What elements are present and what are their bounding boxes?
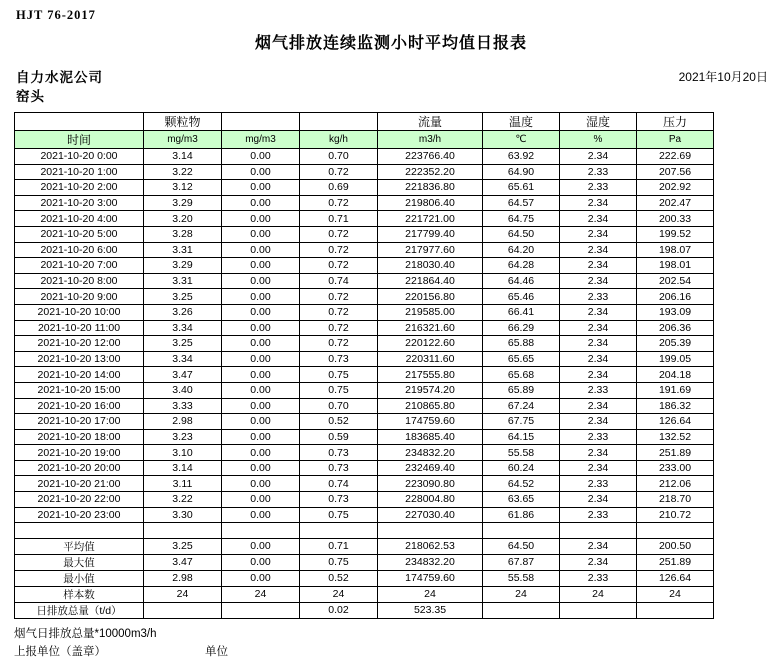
header-col2 — [222, 113, 300, 131]
stat-col3: 24 — [300, 586, 378, 602]
cell-pressure: 210.72 — [637, 507, 714, 523]
table-group-header-row — [15, 113, 714, 131]
cell-col3: 0.72 — [300, 304, 378, 320]
cell-col3: 0.72 — [300, 226, 378, 242]
cell-col2: 0.00 — [222, 351, 300, 367]
cell-flow: 232469.40 — [378, 460, 483, 476]
cell-humidity: 2.34 — [560, 320, 637, 336]
cell-pressure: 198.07 — [637, 242, 714, 258]
cell-humidity: 2.34 — [560, 336, 637, 352]
table-row — [15, 258, 714, 274]
header-particulate: 颗粒物 — [144, 113, 222, 131]
cell-temperature: 61.86 — [483, 507, 560, 523]
cell-temperature: 64.15 — [483, 429, 560, 445]
cell-flow: 174759.60 — [378, 414, 483, 430]
cell-col3: 0.72 — [300, 195, 378, 211]
report-date: 2021年10月20日 — [678, 70, 768, 84]
stat-col3: 0.75 — [300, 554, 378, 570]
cell-col3: 0.74 — [300, 273, 378, 289]
cell-flow: 222352.20 — [378, 164, 483, 180]
cell-time: 2021-10-20 18:00 — [15, 429, 144, 445]
units-col2: mg/m3 — [222, 131, 300, 149]
cell-particulate: 3.29 — [144, 195, 222, 211]
stat-particulate: 3.25 — [144, 538, 222, 554]
cell-humidity: 2.34 — [560, 304, 637, 320]
stat-temperature: 24 — [483, 586, 560, 602]
cell-flow: 221836.80 — [378, 180, 483, 196]
cell-humidity: 2.34 — [560, 445, 637, 461]
cell-particulate: 3.34 — [144, 320, 222, 336]
cell-time: 2021-10-20 13:00 — [15, 351, 144, 367]
cell-col3: 0.72 — [300, 164, 378, 180]
cell-particulate: 3.29 — [144, 258, 222, 274]
cell-particulate: 2.98 — [144, 414, 222, 430]
table-row — [15, 273, 714, 289]
cell-particulate: 3.30 — [144, 507, 222, 523]
cell-temperature: 65.46 — [483, 289, 560, 305]
stat-flow: 234832.20 — [378, 554, 483, 570]
cell-time: 2021-10-20 2:00 — [15, 180, 144, 196]
table-row — [15, 507, 714, 523]
table-row — [15, 320, 714, 336]
cell-particulate: 3.10 — [144, 445, 222, 461]
cell-pressure: 199.05 — [637, 351, 714, 367]
cell-pressure: 200.33 — [637, 211, 714, 227]
stat-row-maximum — [15, 554, 714, 570]
cell-particulate: 3.31 — [144, 242, 222, 258]
table-row — [15, 195, 714, 211]
table-row — [15, 226, 714, 242]
cell-flow: 217977.60 — [378, 242, 483, 258]
spacer-cell — [300, 523, 378, 539]
cell-temperature: 60.24 — [483, 460, 560, 476]
cell-humidity: 2.34 — [560, 398, 637, 414]
units-time: 时间 — [15, 131, 144, 149]
cell-humidity: 2.34 — [560, 242, 637, 258]
cell-flow: 221864.40 — [378, 273, 483, 289]
cell-col2: 0.00 — [222, 445, 300, 461]
units-pressure: Pa — [637, 131, 714, 149]
stat-flow: 218062.53 — [378, 538, 483, 554]
cell-temperature: 66.29 — [483, 320, 560, 336]
cell-humidity: 2.34 — [560, 460, 637, 476]
cell-col2: 0.00 — [222, 429, 300, 445]
cell-particulate: 3.33 — [144, 398, 222, 414]
stat-pressure: 126.64 — [637, 570, 714, 586]
cell-col2: 0.00 — [222, 320, 300, 336]
footnote-reporter: 上报单位（盖章） — [14, 646, 106, 658]
stat-col3: 0.02 — [300, 602, 378, 618]
cell-time: 2021-10-20 17:00 — [15, 414, 144, 430]
table-row — [15, 367, 714, 383]
cell-col2: 0.00 — [222, 507, 300, 523]
header-col3 — [300, 113, 378, 131]
stat-label: 样本数 — [15, 586, 144, 602]
stat-humidity: 2.34 — [560, 554, 637, 570]
cell-pressure: 202.92 — [637, 180, 714, 196]
cell-particulate: 3.14 — [144, 460, 222, 476]
cell-flow: 217555.80 — [378, 367, 483, 383]
cell-time: 2021-10-20 0:00 — [15, 149, 144, 165]
stat-label: 平均值 — [15, 538, 144, 554]
cell-time: 2021-10-20 6:00 — [15, 242, 144, 258]
cell-particulate: 3.25 — [144, 289, 222, 305]
stat-temperature: 67.87 — [483, 554, 560, 570]
spacer-cell — [144, 523, 222, 539]
cell-pressure: 206.36 — [637, 320, 714, 336]
table-units-header-row — [15, 131, 714, 149]
cell-temperature: 64.52 — [483, 476, 560, 492]
cell-col3: 0.72 — [300, 320, 378, 336]
cell-flow: 223090.80 — [378, 476, 483, 492]
cell-humidity: 2.34 — [560, 211, 637, 227]
stat-pressure: 251.89 — [637, 554, 714, 570]
cell-time: 2021-10-20 10:00 — [15, 304, 144, 320]
cell-flow: 183685.40 — [378, 429, 483, 445]
cell-col3: 0.52 — [300, 414, 378, 430]
cell-pressure: 126.64 — [637, 414, 714, 430]
table-row — [15, 414, 714, 430]
stat-particulate: 3.47 — [144, 554, 222, 570]
cell-particulate: 3.22 — [144, 164, 222, 180]
stat-humidity: 24 — [560, 586, 637, 602]
units-flow: m3/h — [378, 131, 483, 149]
cell-col3: 0.73 — [300, 492, 378, 508]
cell-particulate: 3.34 — [144, 351, 222, 367]
stat-col2: 0.00 — [222, 538, 300, 554]
cell-humidity: 2.34 — [560, 414, 637, 430]
cell-humidity: 2.34 — [560, 351, 637, 367]
cell-particulate: 3.14 — [144, 149, 222, 165]
cell-particulate: 3.20 — [144, 211, 222, 227]
cell-col3: 0.73 — [300, 351, 378, 367]
cell-time: 2021-10-20 21:00 — [15, 476, 144, 492]
cell-pressure: 205.39 — [637, 336, 714, 352]
table-row — [15, 351, 714, 367]
table-spacer-row — [15, 523, 714, 539]
cell-temperature: 64.20 — [483, 242, 560, 258]
cell-temperature: 65.61 — [483, 180, 560, 196]
cell-col3: 0.70 — [300, 149, 378, 165]
stat-particulate: 24 — [144, 586, 222, 602]
cell-flow: 220156.80 — [378, 289, 483, 305]
spacer-cell — [222, 523, 300, 539]
cell-time: 2021-10-20 20:00 — [15, 460, 144, 476]
stat-col2 — [222, 602, 300, 618]
cell-col3: 0.72 — [300, 336, 378, 352]
stat-temperature: 64.50 — [483, 538, 560, 554]
cell-pressure: 191.69 — [637, 382, 714, 398]
stat-label: 最小值 — [15, 570, 144, 586]
cell-col2: 0.00 — [222, 492, 300, 508]
cell-pressure: 198.01 — [637, 258, 714, 274]
spacer-cell — [560, 523, 637, 539]
spacer-cell — [637, 523, 714, 539]
cell-temperature: 65.68 — [483, 367, 560, 383]
cell-particulate: 3.47 — [144, 367, 222, 383]
footnote-unit-label: 单位 — [205, 646, 228, 658]
table-row — [15, 180, 714, 196]
cell-humidity: 2.34 — [560, 367, 637, 383]
table-row — [15, 492, 714, 508]
stat-flow: 523.35 — [378, 602, 483, 618]
cell-time: 2021-10-20 4:00 — [15, 211, 144, 227]
cell-humidity: 2.34 — [560, 195, 637, 211]
cell-temperature: 66.41 — [483, 304, 560, 320]
stat-pressure: 24 — [637, 586, 714, 602]
cell-temperature: 64.57 — [483, 195, 560, 211]
cell-col2: 0.00 — [222, 164, 300, 180]
stat-pressure: 200.50 — [637, 538, 714, 554]
table-row — [15, 398, 714, 414]
cell-pressure: 233.00 — [637, 460, 714, 476]
cell-pressure: 202.54 — [637, 273, 714, 289]
cell-col2: 0.00 — [222, 258, 300, 274]
cell-particulate: 3.31 — [144, 273, 222, 289]
table-row — [15, 382, 714, 398]
cell-col2: 0.00 — [222, 382, 300, 398]
cell-flow: 219806.40 — [378, 195, 483, 211]
cell-time: 2021-10-20 7:00 — [15, 258, 144, 274]
stat-col2: 24 — [222, 586, 300, 602]
cell-col2: 0.00 — [222, 226, 300, 242]
stat-col3: 0.71 — [300, 538, 378, 554]
cell-pressure: 222.69 — [637, 149, 714, 165]
table-row — [15, 149, 714, 165]
page-title: 烟气排放连续监测小时平均值日报表 — [254, 35, 527, 52]
cell-temperature: 65.88 — [483, 336, 560, 352]
emission-report-table — [14, 112, 714, 619]
cell-humidity: 2.33 — [560, 476, 637, 492]
header-flow: 流量 — [378, 113, 483, 131]
cell-humidity: 2.33 — [560, 180, 637, 196]
cell-temperature: 64.28 — [483, 258, 560, 274]
cell-humidity: 2.33 — [560, 289, 637, 305]
cell-time: 2021-10-20 9:00 — [15, 289, 144, 305]
cell-particulate: 3.28 — [144, 226, 222, 242]
cell-temperature: 63.65 — [483, 492, 560, 508]
header-humidity: 湿度 — [560, 113, 637, 131]
cell-time: 2021-10-20 5:00 — [15, 226, 144, 242]
cell-col3: 0.73 — [300, 460, 378, 476]
table-row — [15, 476, 714, 492]
cell-particulate: 3.12 — [144, 180, 222, 196]
stat-particulate: 2.98 — [144, 570, 222, 586]
cell-time: 2021-10-20 12:00 — [15, 336, 144, 352]
stat-label: 最大值 — [15, 554, 144, 570]
cell-col2: 0.00 — [222, 149, 300, 165]
cell-humidity: 2.33 — [560, 164, 637, 180]
cell-time: 2021-10-20 22:00 — [15, 492, 144, 508]
cell-time: 2021-10-20 3:00 — [15, 195, 144, 211]
cell-temperature: 64.50 — [483, 226, 560, 242]
cell-col3: 0.75 — [300, 367, 378, 383]
cell-humidity: 2.34 — [560, 149, 637, 165]
cell-time: 2021-10-20 14:00 — [15, 367, 144, 383]
cell-time: 2021-10-20 11:00 — [15, 320, 144, 336]
table-row — [15, 304, 714, 320]
cell-pressure: 204.18 — [637, 367, 714, 383]
cell-temperature: 65.89 — [483, 382, 560, 398]
stat-flow: 174759.60 — [378, 570, 483, 586]
cell-pressure: 199.52 — [637, 226, 714, 242]
cell-pressure: 218.70 — [637, 492, 714, 508]
cell-flow: 219574.20 — [378, 382, 483, 398]
cell-particulate: 3.26 — [144, 304, 222, 320]
cell-humidity: 2.34 — [560, 258, 637, 274]
cell-pressure: 202.47 — [637, 195, 714, 211]
cell-pressure: 193.09 — [637, 304, 714, 320]
cell-particulate: 3.40 — [144, 382, 222, 398]
table-row — [15, 445, 714, 461]
cell-pressure: 206.16 — [637, 289, 714, 305]
stat-label: 日排放总量（t/d） — [15, 602, 144, 618]
spacer-cell — [15, 523, 144, 539]
cell-temperature: 65.65 — [483, 351, 560, 367]
cell-col2: 0.00 — [222, 414, 300, 430]
cell-flow: 227030.40 — [378, 507, 483, 523]
cell-col2: 0.00 — [222, 180, 300, 196]
cell-flow: 234832.20 — [378, 445, 483, 461]
cell-particulate: 3.11 — [144, 476, 222, 492]
cell-flow: 217799.40 — [378, 226, 483, 242]
unit-name: 窑头 — [16, 89, 45, 104]
header-pressure: 压力 — [637, 113, 714, 131]
cell-flow: 228004.80 — [378, 492, 483, 508]
header-temperature: 温度 — [483, 113, 560, 131]
cell-time: 2021-10-20 16:00 — [15, 398, 144, 414]
cell-col2: 0.00 — [222, 460, 300, 476]
stat-humidity — [560, 602, 637, 618]
cell-col2: 0.00 — [222, 211, 300, 227]
stat-row-sample-count — [15, 586, 714, 602]
cell-temperature: 67.75 — [483, 414, 560, 430]
cell-temperature: 67.24 — [483, 398, 560, 414]
units-humidity: % — [560, 131, 637, 149]
table-row — [15, 164, 714, 180]
cell-flow: 219585.00 — [378, 304, 483, 320]
stat-row-minimum — [15, 570, 714, 586]
cell-time: 2021-10-20 23:00 — [15, 507, 144, 523]
cell-particulate: 3.23 — [144, 429, 222, 445]
stat-temperature: 55.58 — [483, 570, 560, 586]
table-row — [15, 460, 714, 476]
stat-humidity: 2.33 — [560, 570, 637, 586]
table-row — [15, 429, 714, 445]
table-row — [15, 211, 714, 227]
cell-temperature: 64.75 — [483, 211, 560, 227]
cell-flow: 223766.40 — [378, 149, 483, 165]
table-row — [15, 242, 714, 258]
cell-temperature: 64.46 — [483, 273, 560, 289]
cell-flow: 210865.80 — [378, 398, 483, 414]
stat-col3: 0.52 — [300, 570, 378, 586]
stat-humidity: 2.34 — [560, 538, 637, 554]
cell-col2: 0.00 — [222, 273, 300, 289]
cell-col3: 0.73 — [300, 445, 378, 461]
cell-temperature: 55.58 — [483, 445, 560, 461]
stat-col2: 0.00 — [222, 554, 300, 570]
company-name: 自力水泥公司 — [16, 70, 103, 85]
units-temperature: ℃ — [483, 131, 560, 149]
cell-col2: 0.00 — [222, 398, 300, 414]
cell-flow: 218030.40 — [378, 258, 483, 274]
cell-flow: 216321.60 — [378, 320, 483, 336]
cell-col2: 0.00 — [222, 242, 300, 258]
cell-col2: 0.00 — [222, 476, 300, 492]
cell-pressure: 186.32 — [637, 398, 714, 414]
cell-pressure: 251.89 — [637, 445, 714, 461]
spacer-cell — [483, 523, 560, 539]
cell-temperature: 64.90 — [483, 164, 560, 180]
table-row — [15, 289, 714, 305]
footnote-daily-total: 烟气日排放总量*10000m3/h — [14, 628, 157, 640]
cell-humidity: 2.33 — [560, 382, 637, 398]
stat-temperature — [483, 602, 560, 618]
cell-col2: 0.00 — [222, 367, 300, 383]
cell-col3: 0.59 — [300, 429, 378, 445]
cell-col3: 0.75 — [300, 382, 378, 398]
cell-col3: 0.72 — [300, 289, 378, 305]
table-row — [15, 336, 714, 352]
stat-pressure — [637, 602, 714, 618]
stat-particulate — [144, 602, 222, 618]
cell-particulate: 3.25 — [144, 336, 222, 352]
cell-flow: 221721.00 — [378, 211, 483, 227]
cell-col3: 0.75 — [300, 507, 378, 523]
spacer-cell — [378, 523, 483, 539]
cell-flow: 220311.60 — [378, 351, 483, 367]
cell-time: 2021-10-20 19:00 — [15, 445, 144, 461]
cell-pressure: 132.52 — [637, 429, 714, 445]
stat-col2: 0.00 — [222, 570, 300, 586]
cell-humidity: 2.33 — [560, 507, 637, 523]
cell-time: 2021-10-20 1:00 — [15, 164, 144, 180]
units-col3: kg/h — [300, 131, 378, 149]
standard-code: HJT 76-2017 — [16, 8, 96, 22]
cell-humidity: 2.34 — [560, 273, 637, 289]
header-blank — [15, 113, 144, 131]
cell-particulate: 3.22 — [144, 492, 222, 508]
cell-humidity: 2.33 — [560, 429, 637, 445]
units-particulate-conc: mg/m3 — [144, 131, 222, 149]
cell-humidity: 2.34 — [560, 226, 637, 242]
cell-pressure: 207.56 — [637, 164, 714, 180]
cell-col3: 0.72 — [300, 258, 378, 274]
cell-time: 2021-10-20 8:00 — [15, 273, 144, 289]
cell-col3: 0.72 — [300, 242, 378, 258]
cell-humidity: 2.34 — [560, 492, 637, 508]
cell-col2: 0.00 — [222, 336, 300, 352]
cell-flow: 220122.60 — [378, 336, 483, 352]
cell-temperature: 63.92 — [483, 149, 560, 165]
stat-row-average — [15, 538, 714, 554]
stat-flow: 24 — [378, 586, 483, 602]
cell-col2: 0.00 — [222, 304, 300, 320]
cell-col3: 0.71 — [300, 211, 378, 227]
cell-pressure: 212.06 — [637, 476, 714, 492]
cell-col3: 0.70 — [300, 398, 378, 414]
cell-time: 2021-10-20 15:00 — [15, 382, 144, 398]
cell-col2: 0.00 — [222, 289, 300, 305]
cell-col3: 0.69 — [300, 180, 378, 196]
cell-col3: 0.74 — [300, 476, 378, 492]
stat-row-daily-total — [15, 602, 714, 618]
cell-col2: 0.00 — [222, 195, 300, 211]
